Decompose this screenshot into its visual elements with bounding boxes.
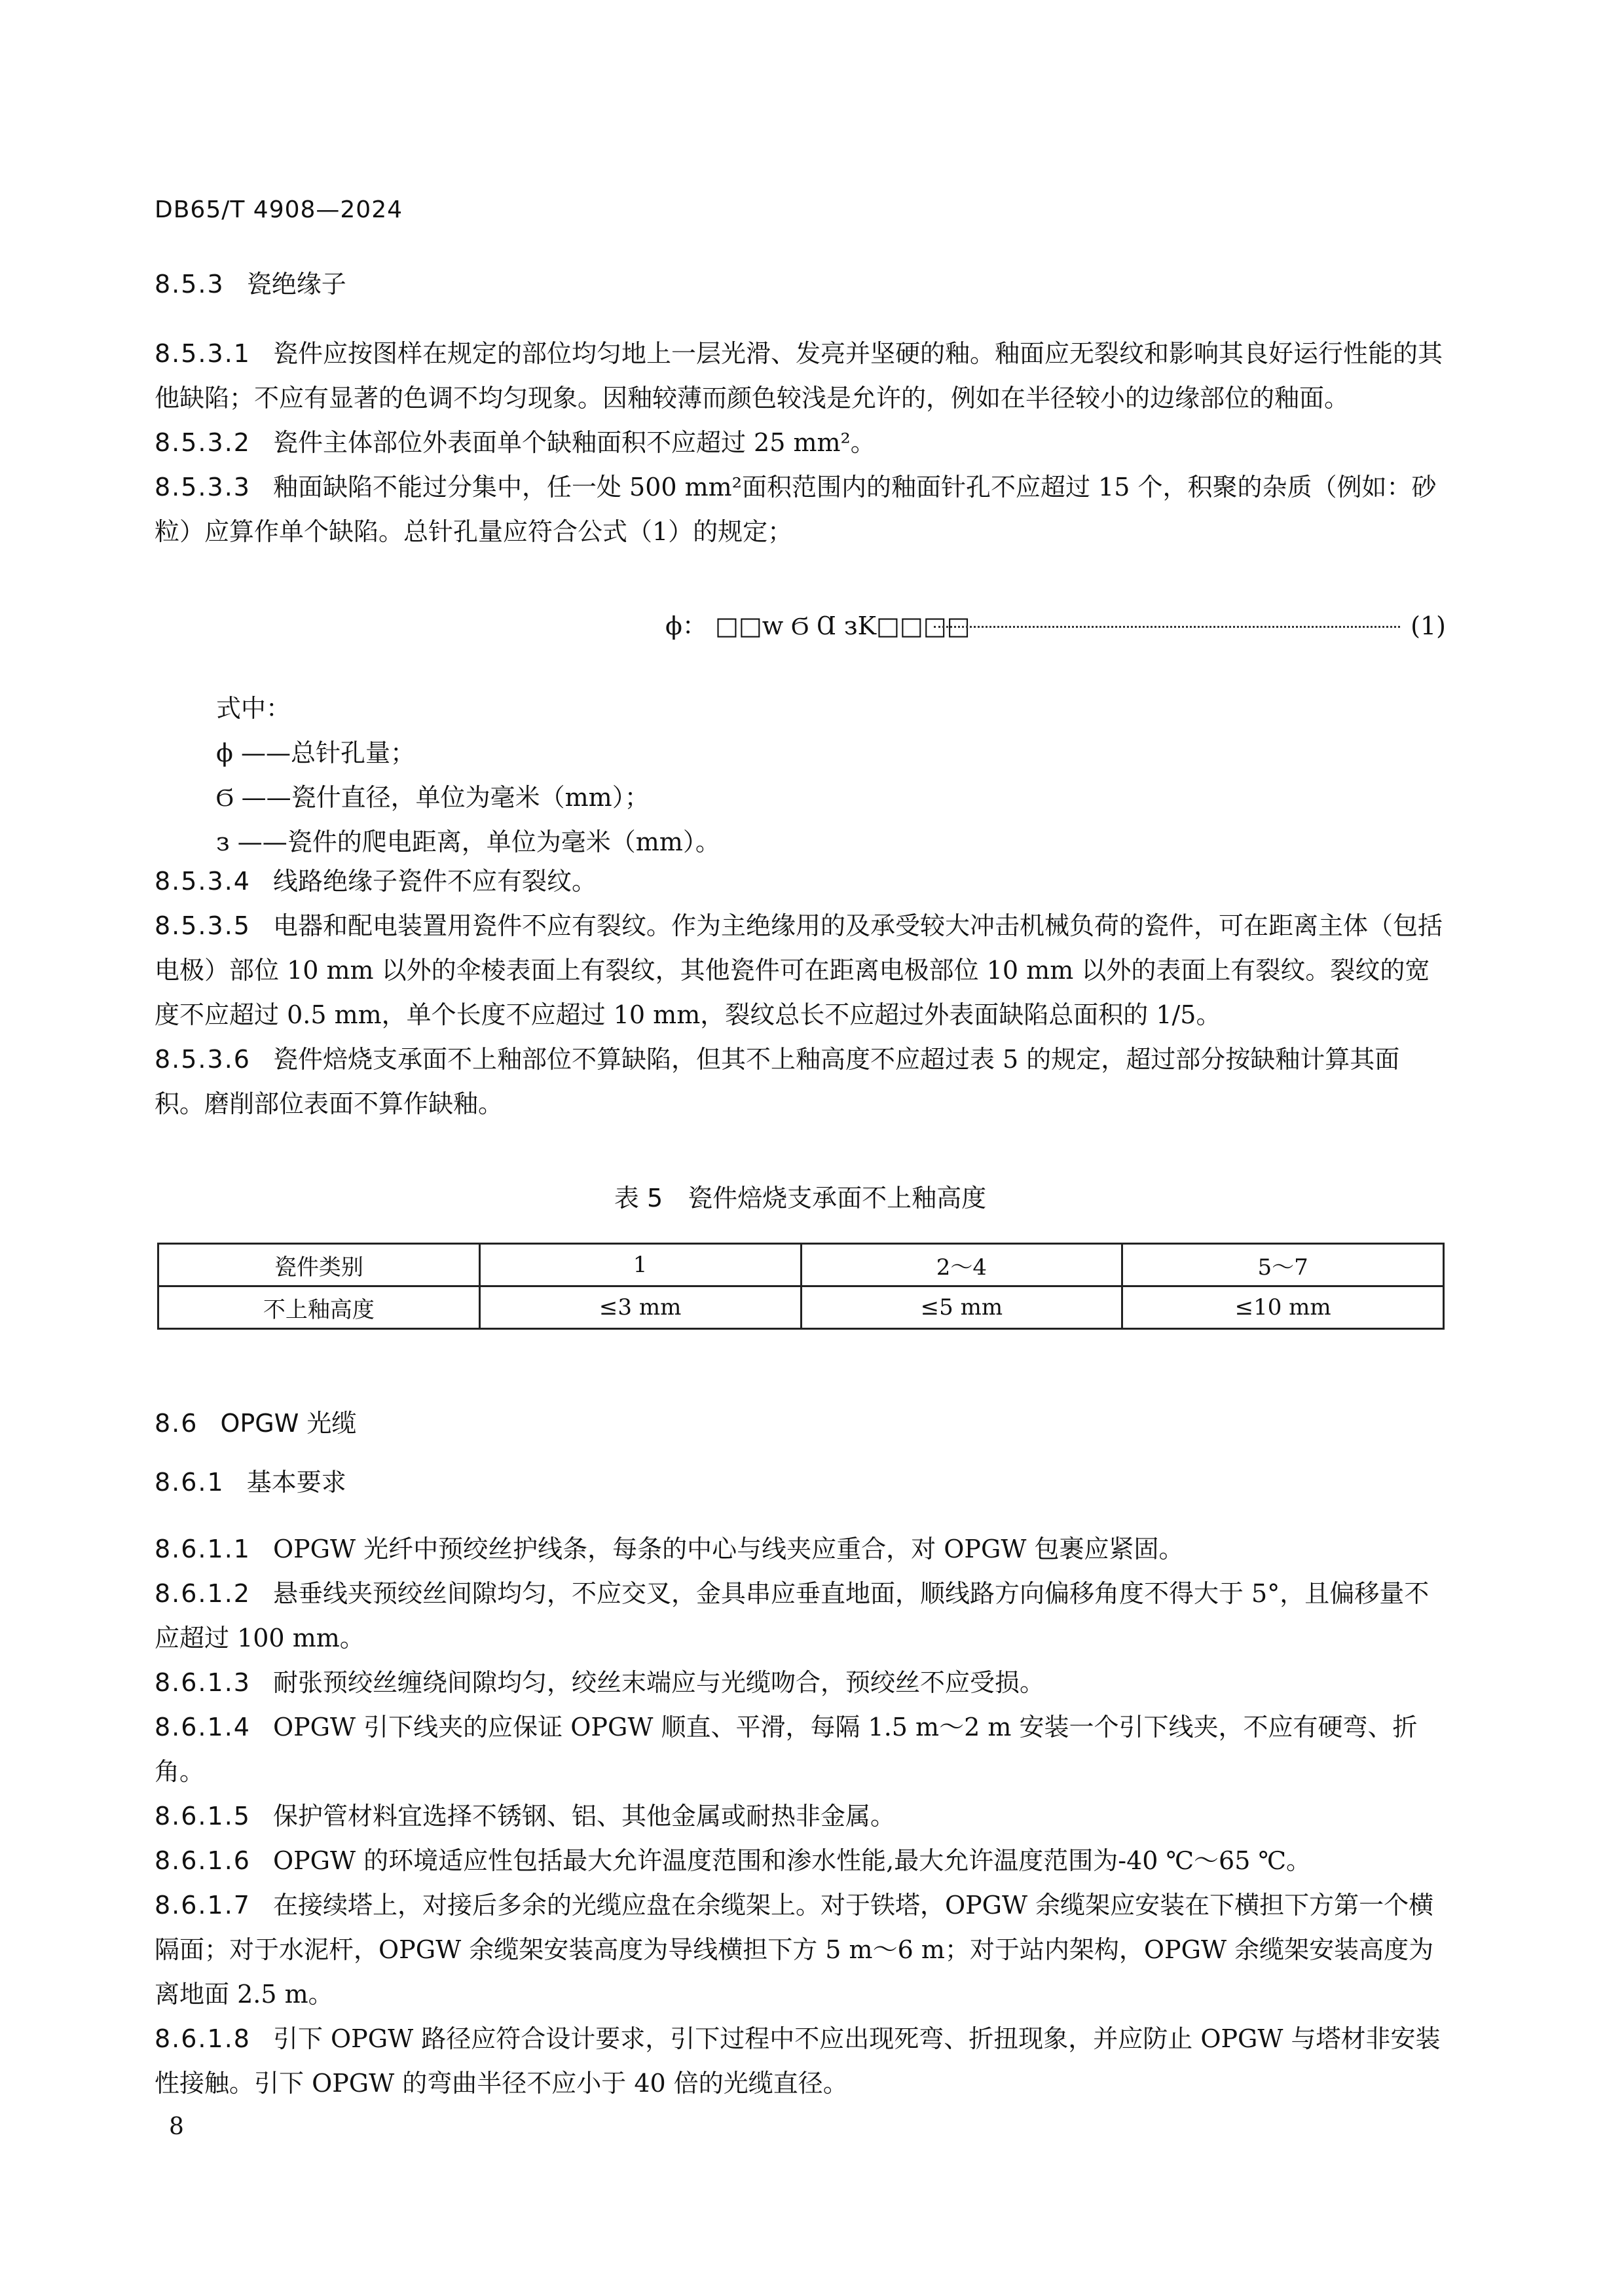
table-cell: 2～4 bbox=[801, 1244, 1122, 1286]
clause-text: OPGW 光纤中预绞丝护线条，每条的中心与线夹应重合，对 OPGW 包裹应紧固。 bbox=[272, 1535, 1184, 1563]
where-item: Ϭ ——瓷什直径，单位为毫米（mm）； bbox=[216, 783, 650, 812]
document-id: DB65/T 4908—2024 bbox=[155, 196, 403, 223]
clause-text: 悬垂线夹预绞丝间隙均匀，不应交叉，金具串应垂直地面，顺线路方向偏移角度不得大于 5°，且偏移量不应超过 100 mm。 bbox=[155, 1579, 1430, 1652]
section-number: 8.6.1 bbox=[155, 1468, 225, 1497]
clause-text: 瓷件焙烧支承面不上釉部位不算缺陷，但其不上釉高度不应超过表 5 的规定，超过部分按缺釉计算其面积。磨削部位表面不算作缺釉。 bbox=[155, 1045, 1400, 1118]
where-intro: 式中： bbox=[216, 694, 291, 723]
clause-text: 引下 OPGW 路径应符合设计要求，引下过程中不应出现死弯、折扭现象，并应防止 OPGW 与塔材非安装性接触。引下 OPGW 的弯曲半径不应小于 40 倍的光缆直径。 bbox=[155, 2024, 1441, 2098]
page-number: 8 bbox=[169, 2113, 184, 2140]
clause-8-6-1-7 bbox=[155, 1883, 1446, 2016]
clause-8-5-3-2 bbox=[155, 420, 1446, 465]
clause-number: 8.5.3.2 bbox=[155, 428, 251, 457]
section-number: 8.6 bbox=[155, 1409, 198, 1438]
clause-number: 8.6.1.5 bbox=[155, 1802, 251, 1831]
clause-group-8-5-3-b bbox=[155, 859, 1446, 1126]
clause-number: 8.6.1.2 bbox=[155, 1579, 251, 1608]
clause-8-6-1-6 bbox=[155, 1838, 1446, 1883]
clause-8-5-3-1 bbox=[155, 331, 1446, 420]
where-item: ϕ ——总针孔量； bbox=[216, 738, 415, 767]
clause-8-5-3-6 bbox=[155, 1037, 1446, 1126]
clause-8-6-1-1 bbox=[155, 1527, 1446, 1571]
clause-text: 瓷件主体部位外表面单个缺釉面积不应超过 25 mm²。 bbox=[272, 428, 876, 457]
table-caption: 表 5 瓷件焙烧支承面不上釉高度 bbox=[614, 1184, 987, 1212]
clause-number: 8.6.1.3 bbox=[155, 1668, 251, 1697]
table-cell: 5～7 bbox=[1122, 1244, 1444, 1286]
clause-group-8-6-1 bbox=[155, 1527, 1446, 2105]
clause-text: OPGW 引下线夹的应保证 OPGW 顺直、平滑，每隔 1.5 m～2 m 安装一个引下线夹，不应有硬弯、折角。 bbox=[155, 1713, 1418, 1786]
clause-text: 瓷件应按图样在规定的部位均匀地上一层光滑、发亮并坚硬的釉。釉面应无裂纹和影响其良好运行性能的其他缺陷；不应有显著的色调不均匀现象。因釉较薄而颜色较浅是允许的，例如在半径较小的边缘部位的釉面。 bbox=[155, 339, 1443, 412]
section-title: 基本要求 bbox=[246, 1468, 346, 1497]
clause-number: 8.6.1.1 bbox=[155, 1535, 251, 1563]
clause-text: 釉面缺陷不能过分集中，任一处 500 mm²面积范围内的釉面针孔不应超过 15 个，积聚的杂质（例如：砂粒）应算作单个缺陷。总针孔量应符合公式（1）的规定； bbox=[155, 473, 1437, 546]
table-cell: 瓷件类别 bbox=[158, 1244, 480, 1286]
table-cell: 不上釉高度 bbox=[158, 1286, 480, 1329]
section-heading-8-6 bbox=[155, 1401, 1446, 1446]
clause-8-6-1-2 bbox=[155, 1571, 1446, 1660]
clause-text: 线路绝缘子瓷件不应有裂纹。 bbox=[272, 867, 597, 896]
table-row bbox=[158, 1286, 1444, 1329]
clause-group-8-5-3 bbox=[155, 331, 1446, 554]
table-cell: ≤10 mm bbox=[1122, 1286, 1444, 1329]
section-title: 瓷绝缘子 bbox=[246, 270, 346, 299]
where-item: з ——瓷件的爬电距离，单位为毫米（mm）。 bbox=[216, 828, 720, 856]
clause-number: 8.6.1.7 bbox=[155, 1891, 251, 1920]
table-header-row bbox=[158, 1244, 1444, 1286]
section-title: OPGW 光缆 bbox=[220, 1409, 357, 1438]
clause-8-6-1-3 bbox=[155, 1660, 1446, 1705]
clause-8-6-1-4 bbox=[155, 1705, 1446, 1794]
section-heading-8-5-3 bbox=[155, 262, 1446, 306]
clause-8-6-1-8 bbox=[155, 2016, 1446, 2105]
formula-number: (1) bbox=[1411, 611, 1446, 640]
section-heading-8-6-1 bbox=[155, 1460, 1446, 1504]
section-number: 8.5.3 bbox=[155, 270, 225, 299]
clause-text: OPGW 的环境适应性包括最大允许温度范围和渗水性能,最大允许温度范围为-40 ℃～65 ℃。 bbox=[272, 1846, 1311, 1875]
clause-number: 8.5.3.1 bbox=[155, 339, 251, 368]
table-cell: ≤3 mm bbox=[479, 1286, 801, 1329]
clause-number: 8.5.3.5 bbox=[155, 911, 251, 940]
formula-expression: ϕ： □□w Ϭ Ɑ зK□□□□ bbox=[665, 611, 970, 640]
formula-1 bbox=[155, 604, 1446, 648]
clause-number: 8.6.1.6 bbox=[155, 1846, 251, 1875]
clause-8-6-1-5 bbox=[155, 1794, 1446, 1838]
clause-number: 8.5.3.3 bbox=[155, 473, 251, 501]
clause-text: 耐张预绞丝缠绕间隙均匀，绞丝末端应与光缆吻合，预绞丝不应受损。 bbox=[272, 1668, 1044, 1697]
clause-text: 保护管材料宜选择不锈钢、铝、其他金属或耐热非金属。 bbox=[272, 1802, 895, 1831]
clause-number: 8.5.3.4 bbox=[155, 867, 251, 896]
table-cell: 1 bbox=[479, 1244, 801, 1286]
clause-number: 8.6.1.4 bbox=[155, 1713, 251, 1741]
table-5 bbox=[157, 1243, 1445, 1330]
formula-leader-dots bbox=[934, 626, 1400, 628]
clause-text: 电器和配电装置用瓷件不应有裂纹。作为主绝缘用的及承受较大冲击机械负荷的瓷件，可在距离主体（包括电极）部位 10 mm 以外的伞棱表面上有裂纹，其他瓷件可在距离电极部位 10 mm 以外的表面上有裂纹。裂纹的宽度不应超过 0.5 mm，单个长度不应超过 10 mm，裂纹总长不应超过外表面缺陷总面积的 1/5。 bbox=[155, 911, 1443, 1029]
clause-8-5-3-5 bbox=[155, 903, 1446, 1037]
clause-number: 8.6.1.8 bbox=[155, 2024, 251, 2053]
clause-number: 8.5.3.6 bbox=[155, 1045, 251, 1074]
clause-8-5-3-4 bbox=[155, 859, 1446, 903]
clause-8-5-3-3 bbox=[155, 465, 1446, 554]
clause-text: 在接续塔上，对接后多余的光缆应盘在余缆架上。对于铁塔，OPGW 余缆架应安装在下横担下方第一个横隔面；对于水泥杆，OPGW 余缆架安装高度为导线横担下方 5 m～6 m；对于站内架构，OPGW 余缆架安装高度为离地面 2.5 m。 bbox=[155, 1891, 1434, 2009]
table-cell: ≤5 mm bbox=[801, 1286, 1122, 1329]
